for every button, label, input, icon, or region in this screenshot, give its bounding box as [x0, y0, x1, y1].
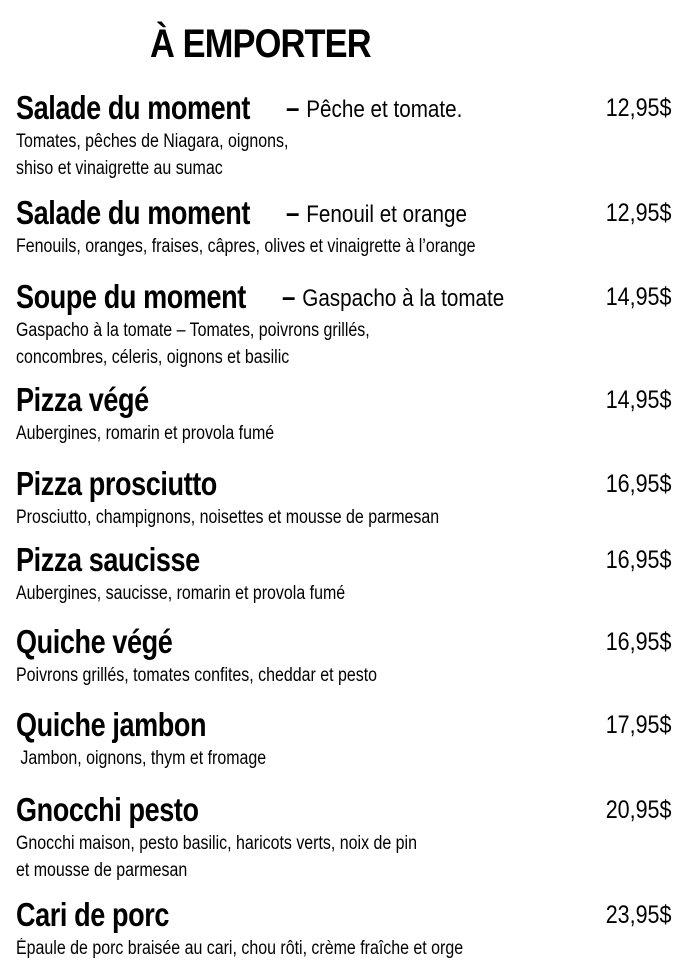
- menu-item-variant-text: Fenouil et orange: [306, 201, 467, 228]
- menu-item-name: Soupe du moment: [16, 278, 246, 315]
- menu-item-price: 16,95$: [605, 628, 671, 656]
- menu-item: [16, 622, 671, 689]
- menu-item-price: 23,95$: [605, 901, 671, 929]
- menu-item-header: [16, 277, 671, 317]
- menu-item: [16, 277, 671, 371]
- menu-item-name: Pizza prosciutto: [16, 465, 217, 502]
- menu-item-header: [16, 622, 671, 662]
- menu-item-description-line: Gaspacho à la tomate – Tomates, poivrons grillés,: [16, 320, 370, 341]
- menu-item-price: 12,95$: [605, 94, 671, 122]
- menu-item-variant-text: Pêche et tomate.: [306, 96, 463, 123]
- menu-item: [16, 540, 671, 607]
- menu-item-name: Gnocchi pesto: [16, 791, 199, 828]
- menu-item-name: Pizza végé: [16, 381, 149, 418]
- menu-item-name: Cari de porc: [16, 896, 169, 933]
- menu-item-description-line: concombres, céleris, oignons et basilic: [16, 347, 290, 368]
- menu-item-description-line: Épaule de porc braisée au cari, chou rôti, crème fraîche et orge: [16, 938, 464, 959]
- menu-item-description-line: Aubergines, saucisse, romarin et provola fumé: [16, 583, 346, 604]
- menu-item-header: [16, 895, 671, 935]
- menu-item-name: Salade du moment: [16, 89, 251, 126]
- menu-title: À EMPORTER: [150, 22, 371, 66]
- menu-item-name: Salade du moment: [16, 194, 251, 231]
- menu-item-header: [16, 88, 671, 128]
- menu-item-variant: – Pêche et tomate.: [286, 92, 463, 123]
- menu-item-header: [16, 705, 671, 745]
- menu-item-variant-text: Gaspacho à la tomate: [302, 285, 505, 312]
- menu-item-price: 14,95$: [605, 386, 671, 414]
- menu-item-variant: – Fenouil et orange: [286, 197, 467, 228]
- menu-item: [16, 895, 671, 962]
- menu-item-variant: – Gaspacho à la tomate: [282, 281, 505, 312]
- menu-item: [16, 790, 671, 884]
- menu-item-header: [16, 193, 671, 233]
- menu-item: [16, 380, 671, 447]
- menu-item-header: [16, 540, 671, 580]
- menu-item-description-line: shiso et vinaigrette au sumac: [16, 158, 223, 179]
- menu-item-description-line: Jambon, oignons, thym et fromage: [16, 748, 267, 769]
- menu-item-price: 16,95$: [605, 546, 671, 574]
- menu-item-name: Quiche jambon: [16, 706, 207, 743]
- menu-item: [16, 193, 671, 260]
- menu-item: [16, 88, 671, 182]
- menu-item-name: Pizza saucisse: [16, 541, 200, 578]
- menu-item-price: 17,95$: [605, 711, 671, 739]
- menu-item-header: [16, 380, 671, 420]
- menu-item-header: [16, 790, 671, 830]
- menu-item-description-line: Gnocchi maison, pesto basilic, haricots verts, noix de pin: [16, 833, 417, 854]
- menu-item-description-line: Poivrons grillés, tomates confites, cheddar et pesto: [16, 665, 378, 686]
- menu-item-description-line: Tomates, pêches de Niagara, oignons,: [16, 131, 289, 152]
- menu-item-description-line: Aubergines, romarin et provola fumé: [16, 423, 275, 444]
- menu-item-price: 16,95$: [605, 470, 671, 498]
- menu-item-name: Quiche végé: [16, 623, 173, 660]
- menu-item: [16, 705, 671, 772]
- menu-item-price: 14,95$: [605, 283, 671, 311]
- menu-item-header: [16, 464, 671, 504]
- menu-item-description-line: Prosciutto, champignons, noisettes et mousse de parmesan: [16, 507, 440, 528]
- menu-item-price: 20,95$: [605, 796, 671, 824]
- menu-item-description-line: et mousse de parmesan: [16, 860, 188, 881]
- menu-item-description-line: Fenouils, oranges, fraises, câpres, olives et vinaigrette à l’orange: [16, 236, 476, 257]
- menu-item: [16, 464, 671, 531]
- menu-item-price: 12,95$: [605, 199, 671, 227]
